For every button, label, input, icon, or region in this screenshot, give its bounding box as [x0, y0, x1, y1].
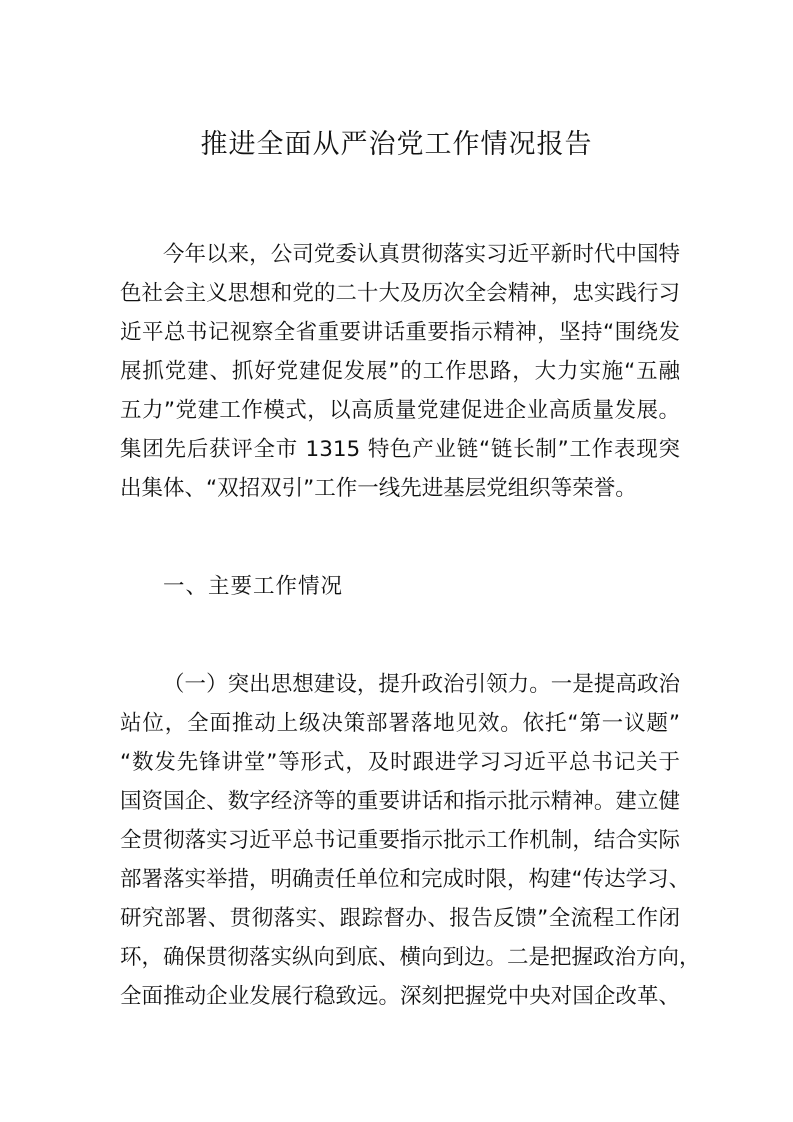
intro-line: 集团先后获评全市 1315 特色产业链“链长制”工作表现突 [120, 437, 680, 462]
body-line: 站位，全面推动上级决策部署落地见效。依托“第一议题” [120, 711, 680, 736]
intro-line: 展抓党建、抓好党建促发展”的工作思路，大力实施“五融 [120, 359, 680, 384]
body-line: “数发先锋讲堂”等形式，及时跟进学习习近平总书记关于 [120, 750, 680, 775]
body-line: 研究部署、贯彻落实、跟踪督办、报告反馈”全流程工作闭 [120, 906, 680, 931]
body-line: 环，确保贯彻落实纵向到底、横向到边。二是把握政治方向， [120, 945, 701, 970]
intro-line: 近平总书记视察全省重要讲话重要指示精神，坚持“围绕发 [120, 320, 680, 345]
section-heading: 一、主要工作情况 [163, 574, 344, 599]
body-line: 全面推动企业发展行稳致远。深刻把握党中央对国企改革、 [120, 984, 680, 1009]
intro-line: 色社会主义思想和党的二十大及历次全会精神，忠实践行习 [120, 281, 680, 306]
intro-line: 出集体、“双招双引”工作一线先进基层党组织等荣誉。 [120, 476, 637, 501]
body-line: （一）突出思想建设，提升政治引领力。一是提高政治 [163, 672, 680, 697]
intro-line: 五力”党建工作模式，以高质量党建促进企业高质量发展。 [120, 398, 680, 423]
body-line: 全贯彻落实习近平总书记重要指示批示工作机制，结合实际 [120, 828, 680, 853]
intro-line: 今年以来，公司党委认真贯彻落实习近平新时代中国特 [163, 242, 680, 267]
body-line: 部署落实举措，明确责任单位和完成时限，构建“传达学习、 [120, 867, 691, 892]
document-title: 推进全面从严治党工作情况报告 [200, 129, 593, 160]
body-line: 国资国企、数字经济等的重要讲话和指示批示精神。建立健 [120, 789, 680, 814]
